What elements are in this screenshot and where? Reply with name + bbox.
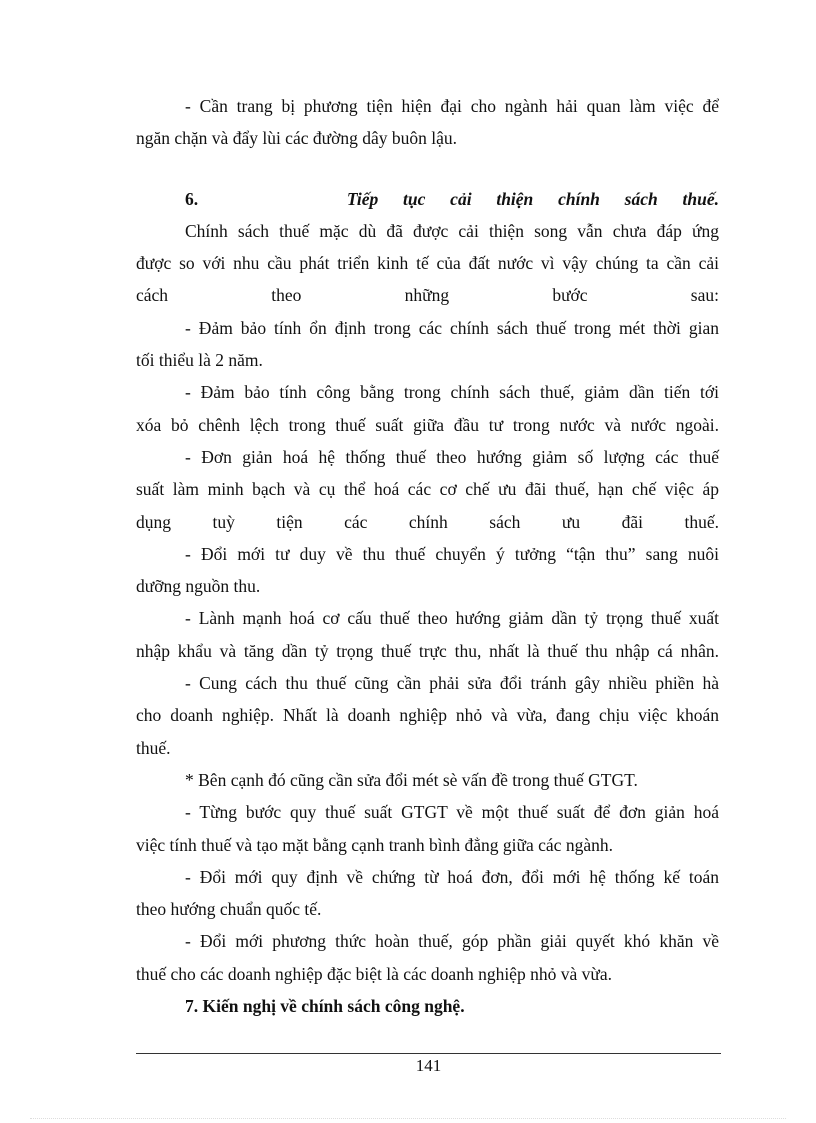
paragraph-line: - Lành mạnh hoá cơ cấu thuế theo hướng giảm dần tỷ trọng thuế xuất	[185, 608, 719, 629]
paragraph-line: thuế.	[136, 737, 171, 758]
paragraph-line: cách theo những bước sau:	[136, 285, 719, 306]
paragraph-line: dưỡng nguồn thu.	[136, 576, 261, 597]
page-number: 141	[415, 1056, 442, 1075]
paragraph-line: - Đơn giản hoá hệ thống thuế theo hướng giảm số lượng các thuế	[185, 446, 719, 467]
paragraph-line: * Bên cạnh đó cũng cần sửa đổi mét sè vấn đề trong thuế GTGT.	[185, 769, 638, 790]
paragraph-line: - Đảm bảo tính công bằng trong chính sách thuế, giảm dần tiến tới	[185, 382, 719, 403]
paragraph-line: nhập khẩu và tăng dần tỷ trọng thuế trực thu, nhất là thuế thu nhập cá nhân.	[136, 640, 719, 661]
paragraph-line: suất làm minh bạch và cụ thể hoá các cơ chế ưu đãi thuế, hạn chế việc áp	[136, 479, 719, 500]
paragraph-line: dụng tuỳ tiện các chính sách ưu đãi thuế.	[136, 511, 719, 532]
paragraph-line: - Từng bước quy thuế suất GTGT về một thuế suất để đơn giản hoá	[185, 802, 719, 823]
section-heading-title: Tiếp tục cải thiện chính sách thuế.	[346, 188, 719, 209]
paragraph-line: - Cần trang bị phương tiện hiện đại cho ngành hải quan làm việc để	[185, 96, 719, 116]
paragraph-line: ngăn chặn và đẩy lùi các đường dây buôn lậu.	[136, 128, 457, 149]
page-body	[136, 94, 719, 1026]
section-heading-number: 6.	[185, 188, 199, 209]
paragraph-line: việc tính thuế và tạo mặt bằng cạnh tranh bình đẳng giữa các ngành.	[136, 834, 613, 855]
section-heading-6	[136, 187, 719, 219]
footer-divider	[136, 1053, 721, 1054]
paragraph-line: - Đổi mới quy định về chứng từ hoá đơn, đổi mới hệ thống kế toán	[185, 866, 719, 887]
paragraph-line: thuế cho các doanh nghiệp đặc biệt là các doanh nghiệp nhỏ và vừa.	[136, 963, 612, 984]
paragraph-line: cho doanh nghiệp. Nhất là doanh nghiệp nhỏ và vừa, đang chịu việc khoán	[136, 705, 719, 726]
page-bottom-border	[30, 1118, 786, 1119]
paragraph-line: được so với nhu cầu phát triển kinh tế của đất nước vì vậy chúng ta cần cải	[136, 253, 719, 274]
paragraph-line: Chính sách thuế mặc dù đã được cải thiện song vẫn chưa đáp ứng	[185, 220, 719, 241]
paragraph-line: - Cung cách thu thuế cũng cần phải sửa đổi tránh gây nhiều phiền hà	[185, 673, 719, 694]
paragraph-line: tối thiểu là 2 năm.	[136, 350, 263, 371]
paragraph-line: xóa bỏ chênh lệch trong thuế suất giữa đầu tư trong nước và nước ngoài.	[136, 414, 719, 435]
paragraph-line: theo hướng chuẩn quốc tế.	[136, 899, 322, 920]
paragraph-line: - Đổi mới phương thức hoàn thuế, góp phần giải quyết khó khăn về	[185, 931, 719, 952]
paragraph-line: - Đổi mới tư duy về thu thuế chuyển ý tưởng “tận thu” sang nuôi	[185, 543, 719, 564]
section-heading-7: 7. Kiến nghị về chính sách công nghệ.	[185, 996, 465, 1017]
paragraph-line: - Đảm bảo tính ổn định trong các chính sách thuế trong mét thời gian	[185, 317, 719, 338]
section-spacer	[136, 159, 719, 187]
